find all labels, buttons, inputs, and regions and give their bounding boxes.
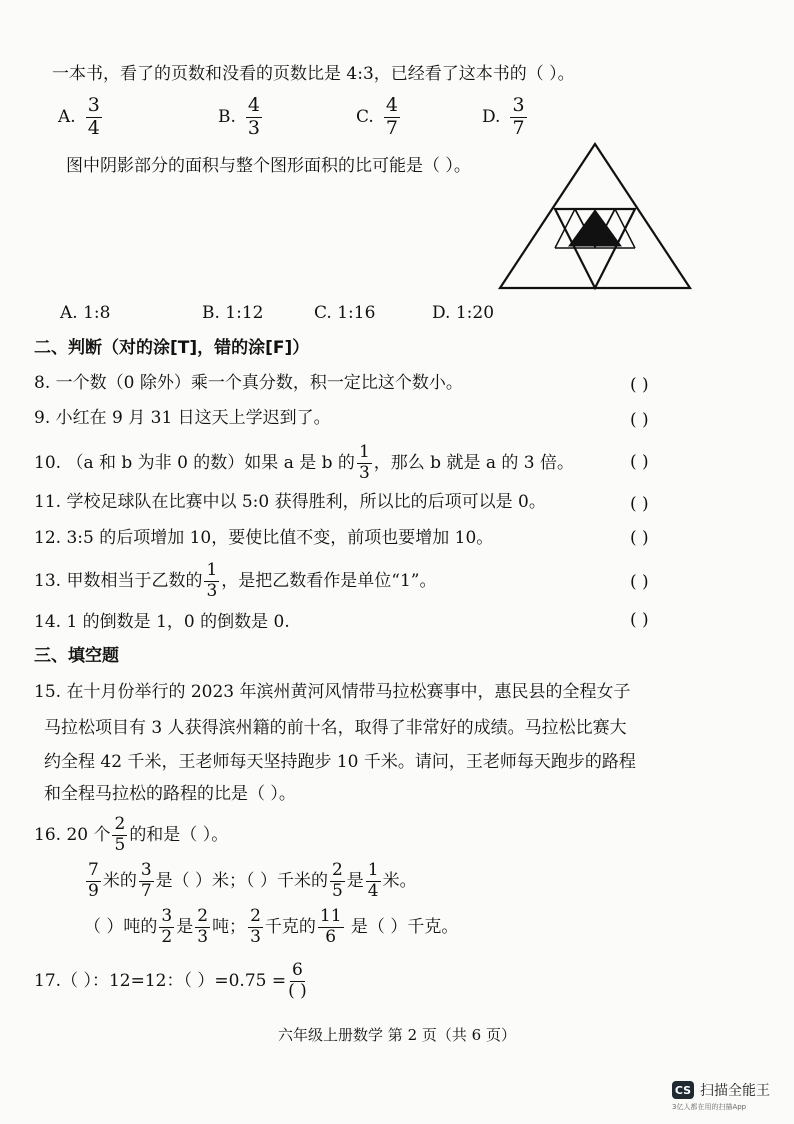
text: ，是把乙数看作是单位“1”。	[221, 570, 437, 591]
text: 千克的	[264, 916, 316, 937]
text: 是	[346, 870, 364, 891]
answer-parens[interactable]: ( )	[630, 610, 649, 630]
text: 的和是（ ）。	[129, 824, 229, 845]
watermark-subtitle: 3亿人都在用的扫描App	[672, 1103, 747, 1111]
fraction: $\frac{3}{4}$	[87, 94, 100, 139]
q7-option-b: B. 1:12	[202, 303, 264, 323]
answer-parens[interactable]: ( )	[630, 528, 649, 548]
text: 是（ ）千克。	[345, 916, 459, 937]
fraction: $\frac{2}{3}$	[197, 906, 209, 947]
fraction: $\frac{3}{7}$	[512, 94, 525, 139]
text: 米的	[102, 870, 137, 891]
text: ，那么 b 就是 a 的 3 倍。	[373, 452, 575, 473]
q15-line-2: 马拉松项目有 3 人获得滨州籍的前十名，取得了非常好的成绩。马拉松比赛大	[44, 718, 627, 738]
page-footer: 六年级上册数学 第 2 页（共 6 页）	[278, 1026, 516, 1044]
text: 吨；	[212, 916, 247, 937]
option-label: A.	[58, 107, 76, 128]
text: （ ）吨的	[84, 916, 158, 937]
text: 17.（ ）：12=12：（ ）=0.75 =	[34, 970, 287, 991]
judge-item-10	[34, 444, 574, 483]
shaded-triangle	[569, 210, 621, 246]
question-7-stem: 图中阴影部分的面积与整个图形面积的比可能是（ ）。	[66, 156, 471, 176]
fraction: $\frac{4}{3}$	[247, 94, 260, 139]
q16-line-a	[34, 816, 228, 855]
option-label: B.	[218, 107, 236, 128]
fraction: $\frac{3}{2}$	[161, 906, 173, 947]
judge-item-12: 12. 3:5 的后项增加 10，要使比值不变，前项也要增加 10。	[34, 528, 494, 548]
q15-line-1: 15. 在十月份举行的 2023 年滨州黄河风情带马拉松赛事中，惠民县的全程女子	[34, 682, 631, 702]
text: 是（ ）米；（ ）千米的	[155, 870, 328, 891]
fraction: $\frac{1}{4}$	[367, 860, 379, 901]
fraction: $\frac{2}{5}$	[114, 814, 126, 855]
text: 10. （a 和 b 为非 0 的数）如果 a 是 b 的	[34, 452, 355, 473]
fraction: $\frac{11}{6}$	[319, 906, 342, 947]
q7-option-d: D. 1:20	[432, 303, 495, 323]
q16-line-c	[84, 908, 458, 947]
answer-parens[interactable]: ( )	[630, 494, 649, 514]
q15-line-3: 约全程 42 千米，王老师每天坚持跑步 10 千米。请问，王老师每天跑步的路程	[44, 752, 636, 772]
judge-item-8: 8. 一个数（0 除外）乘一个真分数，积一定比这个数小。	[34, 373, 463, 393]
q6-option-d	[482, 96, 529, 139]
text: 16. 20 个	[34, 824, 111, 845]
section-2-title: 二、判断（对的涂[T]，错的涂[F]）	[34, 338, 310, 358]
q6-option-c	[356, 96, 402, 139]
judge-item-11: 11. 学校足球队在比赛中以 5:0 获得胜利，所以比的后项可以是 0。	[34, 492, 546, 512]
judge-item-13	[34, 562, 436, 601]
q16-line-b	[84, 862, 417, 901]
answer-parens[interactable]: ( )	[630, 452, 649, 472]
answer-parens[interactable]: ( )	[630, 572, 649, 592]
text: 米。	[382, 870, 417, 891]
text: 是	[176, 916, 194, 937]
answer-parens[interactable]: ( )	[630, 410, 649, 430]
option-label: C.	[356, 107, 374, 128]
fraction: $\frac{2}{5}$	[331, 860, 343, 901]
scanner-watermark	[672, 1080, 770, 1112]
answer-parens[interactable]: ( )	[630, 375, 649, 395]
fraction: $\frac{7}{9}$	[88, 860, 99, 901]
option-label: D.	[482, 107, 501, 128]
fraction: $\frac{4}{7}$	[385, 94, 398, 139]
fraction: $\frac{6}{( )}$	[288, 960, 307, 1001]
triangle-figure	[496, 140, 696, 300]
q17-line	[34, 962, 309, 1001]
text: 13. 甲数相当于乙数的	[34, 570, 203, 591]
section-3-title: 三、填空题	[34, 646, 119, 666]
q7-option-a: A. 1:8	[60, 303, 111, 323]
camscanner-logo-icon: CS	[672, 1081, 694, 1099]
watermark-name: 扫描全能王	[700, 1083, 770, 1099]
q6-option-a	[58, 96, 104, 139]
fraction: $\frac{1}{3}$	[358, 442, 370, 483]
question-6-stem: 一本书，看了的页数和没看的页数比是 4:3，已经看了这本书的（ ）。	[52, 64, 575, 84]
fraction: $\frac{1}{3}$	[206, 560, 218, 601]
fraction: $\frac{3}{7}$	[140, 860, 152, 901]
judge-item-9: 9. 小红在 9 月 31 日这天上学迟到了。	[34, 408, 331, 428]
judge-item-14: 14. 1 的倒数是 1，0 的倒数是 0.	[34, 612, 290, 632]
q6-option-b	[218, 96, 264, 139]
q7-option-c: C. 1:16	[314, 303, 376, 323]
fraction: $\frac{2}{3}$	[250, 906, 261, 947]
q15-line-4: 和全程马拉松的路程的比是（ ）。	[44, 784, 296, 804]
